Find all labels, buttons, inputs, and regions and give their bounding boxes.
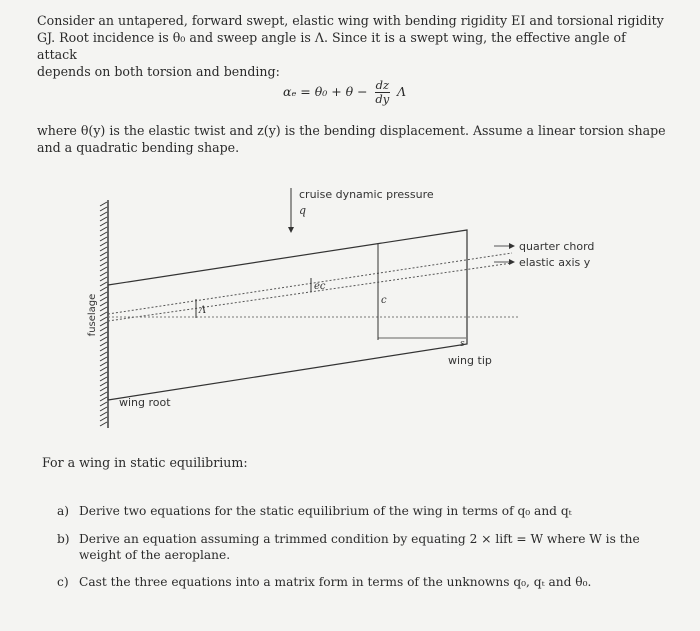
hatch-mark xyxy=(100,367,107,371)
question-c-text: Cast the three equations into a matrix form in terms of the unknowns q₀, qₜ and θ₀. xyxy=(79,575,592,589)
quarter-chord-label: quarter chord xyxy=(519,240,595,253)
equation-numerator: dz xyxy=(375,78,390,92)
hatch-mark xyxy=(100,327,107,331)
hatch-mark xyxy=(100,357,107,361)
hatch-mark xyxy=(100,352,107,356)
hatch-mark xyxy=(100,247,107,251)
hatch-mark xyxy=(100,237,107,241)
c-label: c xyxy=(381,295,387,306)
hatch-mark xyxy=(100,277,107,281)
hatch-mark xyxy=(100,227,107,231)
hatch-mark xyxy=(100,232,107,236)
hatch-mark xyxy=(100,332,107,336)
fuselage-label: fuselage xyxy=(87,293,98,337)
hatch-mark xyxy=(100,287,107,291)
hatch-mark xyxy=(100,222,107,226)
hatch-mark xyxy=(100,382,107,386)
hatch-mark xyxy=(100,292,107,296)
intro-line-2: GJ. Root incidence is θ₀ and sweep angle is Λ. Since it is a swept wing, the effective angle of attack xyxy=(37,30,626,62)
hatch-mark xyxy=(100,267,107,271)
quarter-chord-line xyxy=(108,253,512,314)
hatch-mark xyxy=(100,362,107,366)
hatch-mark xyxy=(100,402,107,406)
hatch-mark xyxy=(100,322,107,326)
hatch-mark xyxy=(100,217,107,221)
question-b-text-continued: weight of the aeroplane. xyxy=(79,548,231,562)
hatch-mark xyxy=(100,342,107,346)
question-c-label: c) xyxy=(57,575,69,589)
intro-line-3: depends on both torsion and bending: xyxy=(37,64,280,79)
hatch-mark xyxy=(100,422,107,426)
intro-line-1: Consider an untapered, forward swept, elastic wing with bending rigidity EI and torsional rigidity xyxy=(37,13,664,28)
hatch-mark xyxy=(100,417,107,421)
s-label: s xyxy=(460,339,465,349)
hatch-mark xyxy=(100,387,107,391)
pressure-label: cruise dynamic pressure xyxy=(299,188,434,201)
elastic-axis-label: elastic axis y xyxy=(519,256,591,269)
question-c xyxy=(57,574,657,590)
hatch-mark xyxy=(100,207,107,211)
hatch-mark xyxy=(100,317,107,321)
equation-tail: Λ xyxy=(397,84,407,99)
hatch-mark xyxy=(100,407,107,411)
hatch-mark xyxy=(100,212,107,216)
wing-planform xyxy=(108,230,467,400)
hatch-mark xyxy=(100,242,107,246)
hatch-mark xyxy=(100,302,107,306)
hatch-mark xyxy=(100,347,107,351)
ec-label: ec xyxy=(314,281,326,292)
pressure-symbol: q xyxy=(299,204,307,217)
equation-lhs: αₑ = θ₀ + θ − xyxy=(283,84,368,99)
hatch-mark xyxy=(100,252,107,256)
question-a-label: a) xyxy=(57,504,70,518)
hatch-mark xyxy=(100,392,107,396)
wing-root-label: wing root xyxy=(119,396,171,409)
hatch-mark xyxy=(100,272,107,276)
hatch-mark xyxy=(100,412,107,416)
question-b xyxy=(57,531,657,563)
hatch-mark xyxy=(100,262,107,266)
question-b-label: b) xyxy=(57,532,70,546)
hatch-mark xyxy=(100,202,107,206)
hatch-mark xyxy=(100,282,107,286)
sweep-label: Λ xyxy=(199,305,207,316)
wing-tip-label: wing tip xyxy=(448,354,492,367)
equation-denominator: dy xyxy=(375,92,390,106)
fuselage-wall xyxy=(100,200,108,428)
hatch-mark xyxy=(100,337,107,341)
where-line-1: where θ(y) is the elastic twist and z(y) is the bending displacement. Assume a linear torsion shape xyxy=(37,123,666,138)
hatch-mark xyxy=(100,372,107,376)
hatch-mark xyxy=(100,312,107,316)
hatch-mark xyxy=(100,257,107,261)
hatch-mark xyxy=(100,297,107,301)
where-line-2: and a quadratic bending shape. xyxy=(37,140,240,155)
question-a-text: Derive two equations for the static equilibrium of the wing in terms of q₀ and qₜ xyxy=(79,504,572,518)
equilibrium-label: For a wing in static equilibrium: xyxy=(42,455,248,470)
hatch-mark xyxy=(100,397,107,401)
fuselage-hatching xyxy=(100,202,107,426)
hatch-mark xyxy=(100,377,107,381)
question-a xyxy=(57,503,657,519)
question-b-text: Derive an equation assuming a trimmed condition by equating 2 × lift = W where W is the xyxy=(79,532,640,546)
hatch-mark xyxy=(100,307,107,311)
elastic-axis-line xyxy=(108,263,512,321)
